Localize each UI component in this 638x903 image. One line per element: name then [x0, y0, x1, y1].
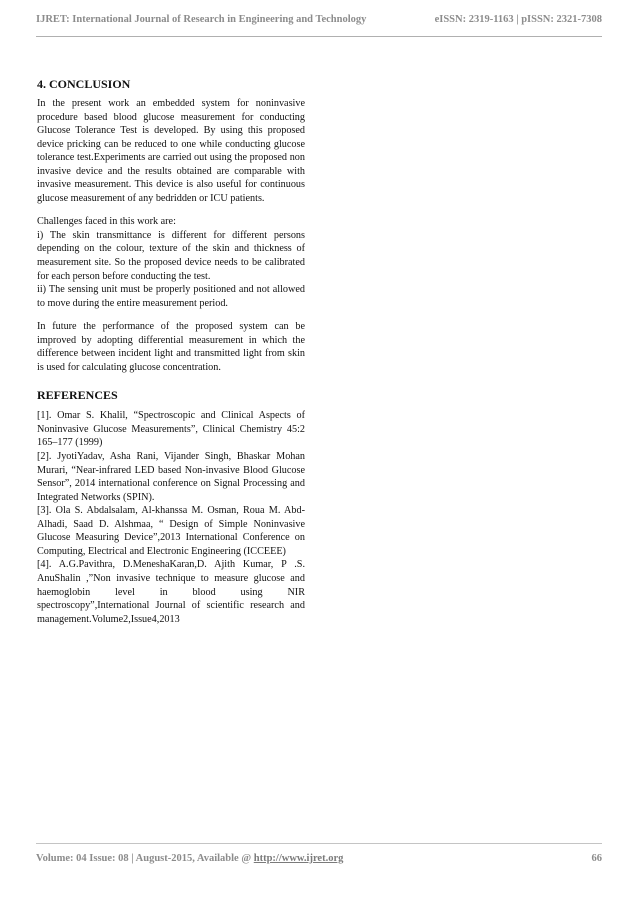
journal-link[interactable]: http://www.ijret.org — [253, 853, 344, 864]
challenges-intro: Challenges faced in this work are: — [37, 216, 176, 228]
challenge-item-2: ii) The sensing unit must be properly positioned and not allowed to move during the entire measurement period. — [37, 284, 305, 309]
page-number: 66 — [591, 853, 602, 864]
reference-item: [2]. JyotiYadav, Asha Rani, Vijander Singh, Bhaskar Mohan Murari, “Near-infrared LED based Non-invasive Blood Glucose Sensor”, 2014 international conference on Signal Processing and Integrated Networks (SPIN). — [37, 451, 305, 503]
conclusion-paragraph: In the present work an embedded system for noninvasive procedure based blood glucose measurement for conducting Glucose Tolerance Test is developed. By using this proposed device pricking can be reduced to one while conducting glucose tolerance test.Experiments are carried out using the proposed non invasive device and the results obtained are comparable with invasive measurement. This device is also useful for continuous glucose measurement of any bedridden or ICU patients. — [37, 98, 305, 204]
issn-info: eISSN: 2319-1163 | pISSN: 2321-7308 — [434, 14, 602, 25]
header-divider — [36, 36, 602, 37]
challenge-item-1: i) The skin transmittance is different for different persons depending on the colour, texture of the skin and thickness of measurement site. So the proposed device needs to be calibrated for each person before conducting the test. — [37, 229, 305, 282]
conclusion-heading: 4. CONCLUSION — [37, 77, 131, 91]
reference-item: [3]. Ola S. Abdalsalam, Al-khanssa M. Osman, Roua M. Abd-Alhadi, Saad D. Alshmaa, “ Design of Simple Noninvasive Glucose Measuring Device”,2013 International Conference on Computing, Electrical and Electronic Engineering (ICCEEE) — [37, 505, 305, 557]
page-header — [36, 14, 602, 25]
main-column — [37, 77, 305, 626]
reference-item: [1]. Omar S. Khalil, “Spectroscopic and Clinical Aspects of Noninvasive Glucose Measurements”, Clinical Chemistry 45:2 165–177 (1999) — [37, 410, 305, 449]
reference-item: [4]. A.G.Pavithra, D.MeneshaKaran,D. Ajith Kumar, P .S. AnuShalin ,”Non invasive technique to measure glucose and haemoglobin level in blood using NIR spectroscopy”,International Journal of scientific research and management.Volume2,Issue4,2013 — [37, 559, 305, 625]
volume-info: Volume: 04 Issue: 08 | August-2015, Available @ http://www.ijret.org — [36, 853, 344, 864]
footer-divider — [36, 843, 602, 844]
references-heading: REFERENCES — [37, 388, 118, 403]
journal-name: IJRET: International Journal of Research in Engineering and Technology — [36, 14, 367, 25]
page-footer — [36, 853, 602, 864]
future-work-paragraph: In future the performance of the proposed system can be improved by adopting differential measurement in which the difference between incident light and transmitted light from skin is used for calculating glucose concentration. — [37, 321, 305, 373]
